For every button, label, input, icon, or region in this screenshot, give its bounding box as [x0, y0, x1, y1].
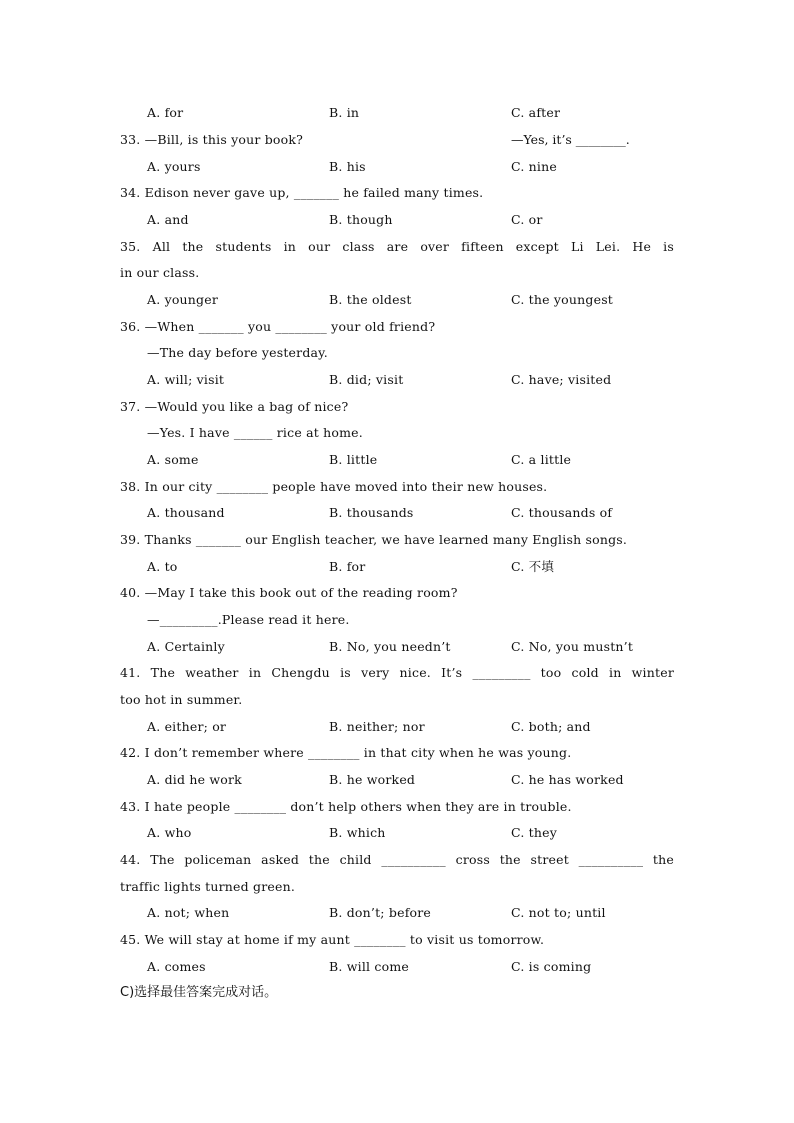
q42-option-c: C. he has worked — [511, 772, 624, 787]
q45-option-b: B. will come — [329, 959, 409, 974]
q43-option-a: A. who — [147, 825, 192, 840]
q34-option-c: C. or — [511, 212, 543, 227]
q38-option-a: A. thousand — [147, 505, 225, 520]
q33-option-a: A. yours — [147, 159, 201, 174]
q33-reply: —Yes, it’s ________. — [511, 132, 630, 147]
q41-stem-line2: too hot in summer. — [120, 692, 243, 707]
q37-stem: 37. —Would you like a bag of nice? — [120, 399, 349, 414]
q38-option-c: C. thousands of — [511, 505, 613, 520]
q44-option-c: C. not to; until — [511, 905, 606, 920]
q33-option-b: B. his — [329, 159, 366, 174]
q36-option-c: C. have; visited — [511, 372, 612, 387]
section-c-heading: C)选择最佳答案完成对话。 — [120, 985, 278, 1000]
q45-stem: 45. We will stay at home if my aunt ________ to visit us tomorrow. — [120, 932, 545, 947]
q33-stem: 33. —Bill, is this your book? — [120, 132, 304, 147]
q32-option-c: C. after — [511, 105, 561, 120]
q44-option-b: B. don’t; before — [329, 905, 432, 920]
q38-stem: 38. In our city ________ people have moved into their new houses. — [120, 479, 548, 494]
q44-stem-line2: traffic lights turned green. — [120, 879, 296, 894]
q36-option-a: A. will; visit — [147, 372, 225, 387]
q32-option-b: B. in — [329, 105, 360, 120]
q41-option-a: A. either; or — [147, 719, 227, 734]
q35-stem-line1: 35. All the students in our class are over fifteen except Li Lei. He is — [120, 239, 674, 254]
q39-option-b: B. for — [329, 559, 366, 574]
q44-stem-line1: 44. The policeman asked the child __________ cross the street __________ the — [120, 852, 674, 867]
q40-reply: —_________.Please read it here. — [147, 612, 350, 627]
q39-option-c: C. 不填 — [511, 559, 555, 574]
q38-option-b: B. thousands — [329, 505, 414, 520]
q41-stem-line1: 41. The weather in Chengdu is very nice. It’s _________ too cold in winter — [120, 665, 674, 680]
q34-stem: 34. Edison never gave up, _______ he failed many times. — [120, 185, 484, 200]
q43-option-c: C. they — [511, 825, 557, 840]
q37-option-b: B. little — [329, 452, 378, 467]
q39-stem: 39. Thanks _______ our English teacher, we have learned many English songs. — [120, 532, 628, 547]
q37-option-c: C. a little — [511, 452, 572, 467]
q45-option-c: C. is coming — [511, 959, 592, 974]
q37-reply: —Yes. I have ______ rice at home. — [147, 425, 363, 440]
q44-option-a: A. not; when — [147, 905, 230, 920]
q41-option-b: B. neither; nor — [329, 719, 425, 734]
q34-option-b: B. though — [329, 212, 393, 227]
q36-stem: 36. —When _______ you ________ your old friend? — [120, 319, 436, 334]
q43-stem: 43. I hate people ________ don’t help others when they are in trouble. — [120, 799, 572, 814]
q36-reply: —The day before yesterday. — [147, 345, 328, 360]
q40-option-a: A. Certainly — [147, 639, 225, 654]
q35-option-c: C. the youngest — [511, 292, 614, 307]
q40-option-c: C. No, you mustn’t — [511, 639, 634, 654]
q39-option-a: A. to — [147, 559, 178, 574]
q35-stem-line2: in our class. — [120, 265, 200, 280]
q33-option-c: C. nine — [511, 159, 557, 174]
q43-option-b: B. which — [329, 825, 386, 840]
q42-option-a: A. did he work — [147, 772, 242, 787]
q32-option-a: A. for — [147, 105, 184, 120]
q34-option-a: A. and — [147, 212, 189, 227]
q42-option-b: B. he worked — [329, 772, 416, 787]
q40-stem: 40. —May I take this book out of the reading room? — [120, 585, 458, 600]
q36-option-b: B. did; visit — [329, 372, 404, 387]
q37-option-a: A. some — [147, 452, 199, 467]
q35-option-b: B. the oldest — [329, 292, 412, 307]
q35-option-a: A. younger — [147, 292, 219, 307]
q42-stem: 42. I don’t remember where ________ in that city when he was young. — [120, 745, 572, 760]
q40-option-b: B. No, you needn’t — [329, 639, 451, 654]
q45-option-a: A. comes — [147, 959, 206, 974]
q41-option-c: C. both; and — [511, 719, 591, 734]
